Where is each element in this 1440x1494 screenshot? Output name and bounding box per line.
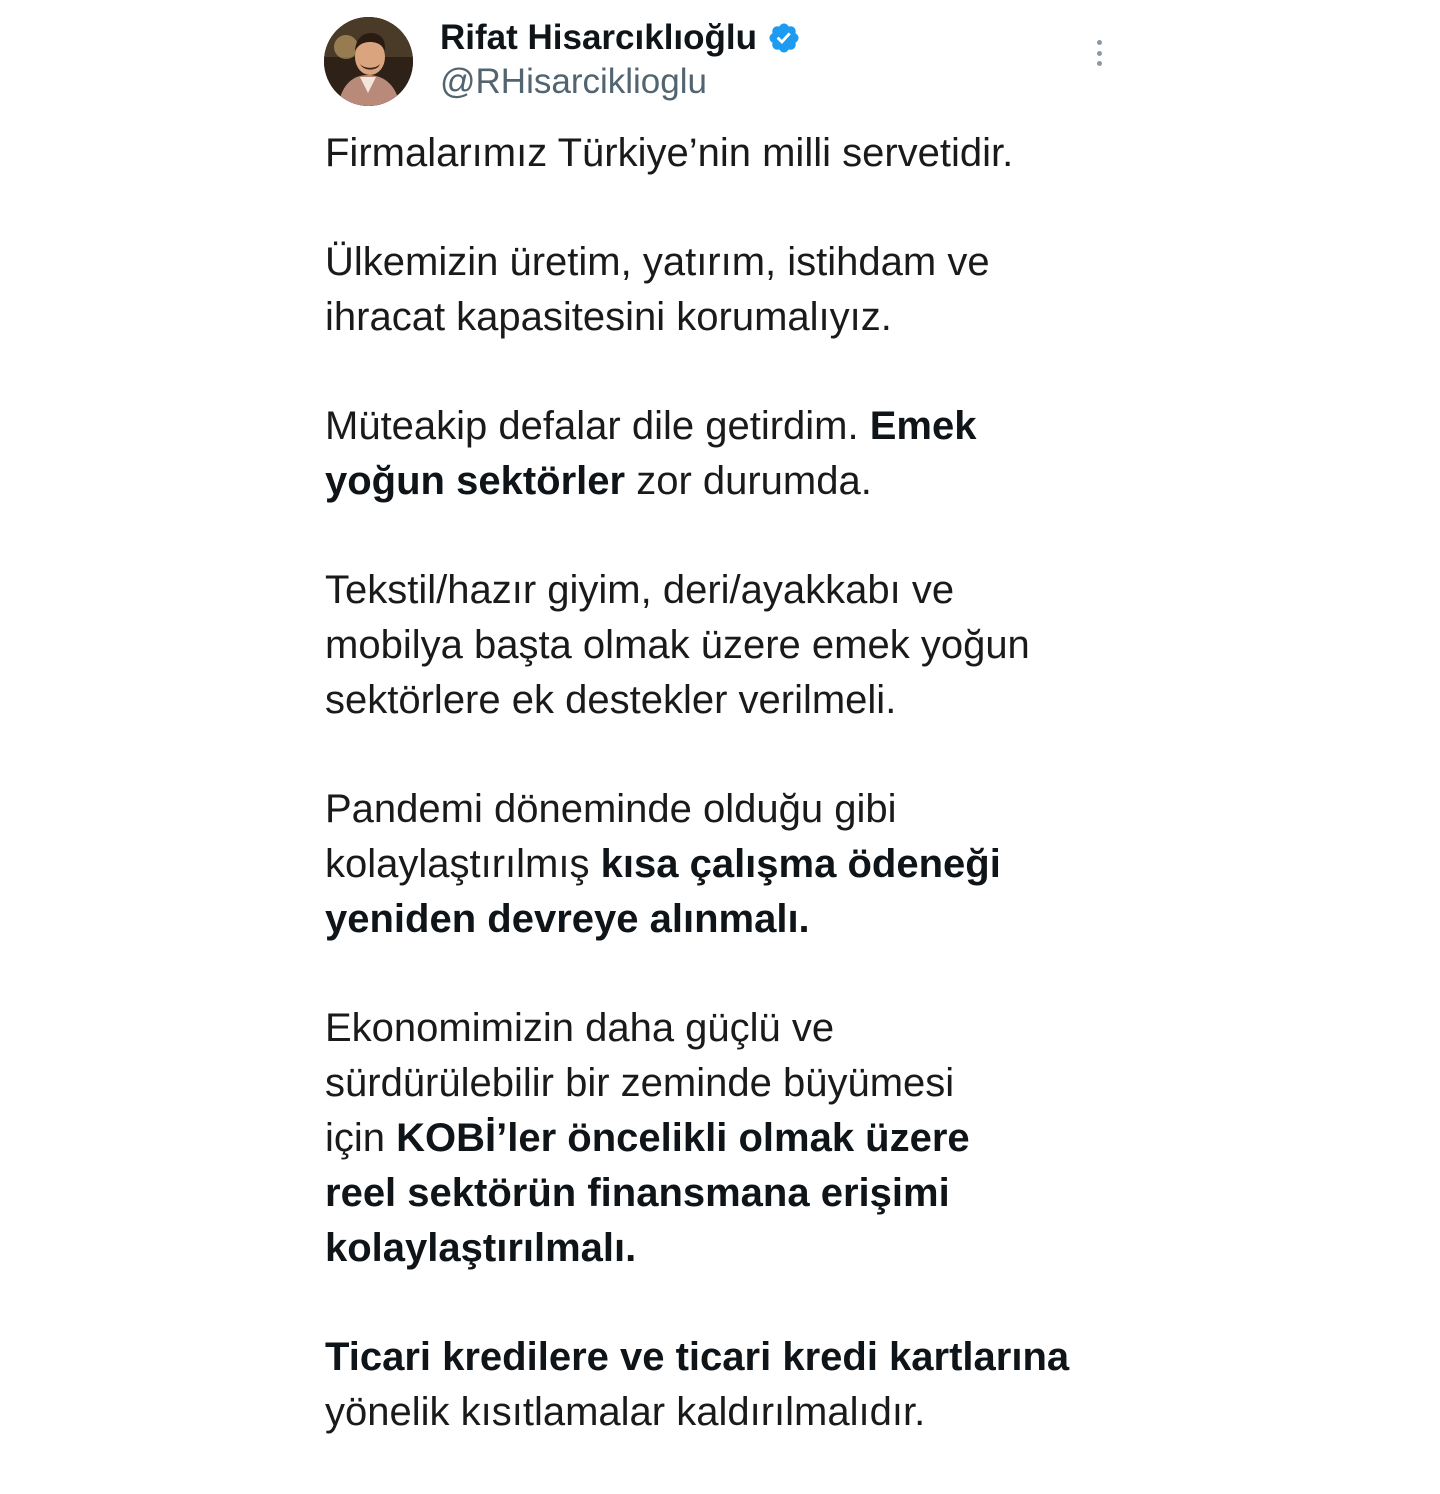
bold-text: kolaylaştırılmalı. xyxy=(325,1226,637,1270)
tweet-paragraph xyxy=(325,235,1125,345)
bold-text: Emek xyxy=(869,404,977,448)
text-run: Müteakip defalar dile getirdim. xyxy=(325,404,870,448)
bold-text: yeniden devreye alınmalı. xyxy=(325,897,810,941)
text-line: sürdürülebilir bir zeminde büyümesi xyxy=(325,1061,955,1105)
text-run: zor durumda. xyxy=(625,459,872,503)
display-name[interactable]: Rifat Hisarcıklıoğlu xyxy=(440,18,758,57)
more-dot xyxy=(1097,51,1102,56)
text-line xyxy=(325,399,1125,454)
text-line xyxy=(325,837,1125,892)
text-line xyxy=(325,1111,1125,1166)
more-dot xyxy=(1097,61,1102,66)
profile-photo xyxy=(324,17,413,106)
tweet-paragraph xyxy=(325,563,1125,728)
bold-text: Ticari kredilere ve ticari kredi kartlarına xyxy=(325,1335,1070,1379)
text-line: mobilya başta olmak üzere emek yoğun xyxy=(325,623,1030,667)
verified-badge-icon[interactable] xyxy=(767,21,801,55)
text-line xyxy=(325,454,1125,509)
text-line: Ekonomimizin daha güçlü ve xyxy=(325,1006,835,1050)
tweet-paragraph xyxy=(325,782,1125,947)
text-line: yönelik kısıtlamalar kaldırılmalıdır. xyxy=(325,1390,926,1434)
bold-text: kısa çalışma ödeneği xyxy=(600,842,1001,886)
text-line: Pandemi döneminde olduğu gibi xyxy=(325,787,897,831)
tweet-paragraph xyxy=(325,1001,1125,1276)
text-line xyxy=(325,892,1125,947)
more-dot xyxy=(1097,40,1102,45)
bold-text: reel sektörün finansmana erişimi xyxy=(325,1171,950,1215)
text-line xyxy=(325,1166,1125,1221)
text-line: Firmalarımız Türkiye’nin milli servetidir. xyxy=(325,131,1014,175)
tweet-paragraph xyxy=(325,126,1125,181)
user-handle[interactable]: @RHisarciklioglu xyxy=(440,62,707,101)
text-line: Ülkemizin üretim, yatırım, istihdam ve xyxy=(325,240,990,284)
text-line xyxy=(325,1221,1125,1276)
text-run: kolaylaştırılmış xyxy=(325,842,601,886)
text-line: Tekstil/hazır giyim, deri/ayakkabı ve xyxy=(325,568,955,612)
text-line xyxy=(325,1330,1125,1385)
bold-text: KOBİ’ler öncelikli olmak üzere xyxy=(396,1116,970,1160)
more-options-icon[interactable] xyxy=(1088,36,1110,70)
tweet-paragraph xyxy=(325,399,1125,509)
text-line: sektörlere ek destekler verilmeli. xyxy=(325,678,897,722)
display-name-row[interactable] xyxy=(440,16,801,60)
bold-text: yoğun sektörler xyxy=(325,459,626,503)
tweet-text xyxy=(325,126,1125,1494)
text-run: için xyxy=(325,1116,397,1160)
text-line: ihracat kapasitesini korumalıyız. xyxy=(325,295,892,339)
avatar[interactable] xyxy=(324,17,413,106)
tweet-paragraph xyxy=(325,1330,1125,1440)
